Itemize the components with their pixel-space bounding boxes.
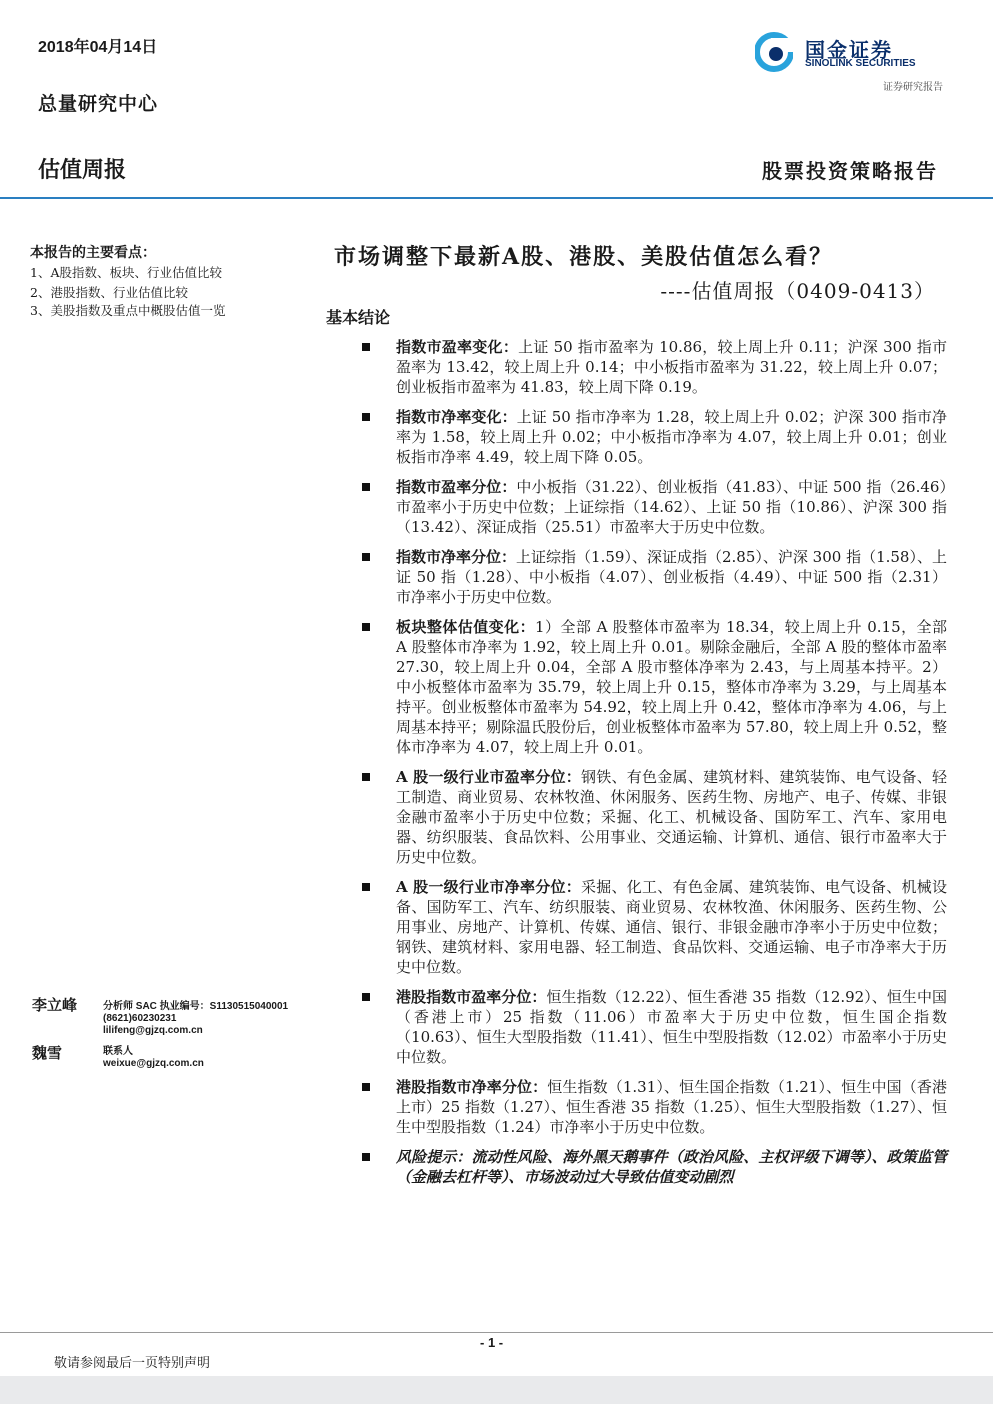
conclusion-item xyxy=(362,767,947,867)
author-name: 李立峰 xyxy=(32,996,78,1014)
conclusion-item xyxy=(362,987,947,1067)
item-head: 指数市净率分位： xyxy=(396,548,517,566)
logo-mark-icon xyxy=(755,32,793,72)
item-head: 港股指数市盈率分位： xyxy=(396,988,547,1006)
risk-head: 风险提示： xyxy=(396,1148,472,1166)
report-type: 估值周报 xyxy=(38,158,127,183)
bullet-square-icon xyxy=(362,553,370,561)
report-category: 股票投资策略报告 xyxy=(762,159,938,183)
header-divider xyxy=(0,197,993,199)
author-info xyxy=(103,1001,288,1037)
main-title: 市场调整下最新A股、港股、美股估值怎么看？ xyxy=(334,244,834,270)
item-text: 上证 50 指市净率为 1.28，较上周上升 0.02；沪深 300 指市净率为 1.58，较上周上升 0.02；中小板指市净率为 4.07，较上周上升 0.01；创业板指市净率 4.49，较上周下降 0.05。 xyxy=(396,408,947,466)
bullet-square-icon xyxy=(362,343,370,351)
risk-text: 流动性风险、海外黑天鹅事件（政治风险、主权评级下调等）、政策监管（金融去杠杆等）、市场波动过大导致估值变动剧烈 xyxy=(396,1148,947,1186)
logo-text-cn: 国金证券 xyxy=(805,38,893,62)
item-text: 1）全部 A 股整体市盈率为 18.34，较上周上升 0.15，全部 A 股整体市净率为 1.92，较上周上升 0.01。剔除金融后，全部 A 股的整体市盈率 27.30，较上周上升 0.04，全部 A 股市整体净率为 2.43，与上周基本持平。2）中小板整体市盈率为 35.79，较上周上升 0.15，整体市净率为 3.29，与上周基本持平。创业板整体市盈率为 54.92，较上周上升 0.42，整体市净率为 4.06，与上周基本持平；剔除温氏股份后，创业板整体市盈率为 57.80，较上周上升 0.52，整体市净率为 4.07，较上周上升 0.01。 xyxy=(396,618,947,756)
logo-text-en: SINOLINK SECURITIES xyxy=(805,58,916,69)
conclusion-item xyxy=(362,407,947,467)
item-text: 恒生指数（12.22）、恒生香港 35 指数（12.92）、恒生中国（香港上市）25 指数（11.06）市盈率大于历史中位数，恒生国企指数（10.63）、恒生大型股指数（11.41）、恒生中型股指数（12.02）市盈率小于历史中位数。 xyxy=(396,988,947,1066)
page-number: - 1 - xyxy=(480,1335,504,1350)
disclaimer-note: 敬请参阅最后一页特别声明 xyxy=(54,1356,211,1371)
item-head: 指数市盈率分位： xyxy=(396,478,517,496)
section-heading: 基本结论 xyxy=(326,308,391,327)
item-head: 指数市净率变化： xyxy=(396,408,517,426)
conclusion-item xyxy=(362,477,947,537)
report-date: 2018年04月14日 xyxy=(38,39,158,56)
conclusion-item xyxy=(362,337,947,397)
item-text: 上证综指（1.59）、深证成指（2.85）、沪深 300 指（1.58）、上证 50 指（1.28）、中小板指（4.07）、创业板指（4.49）、中证 500 指（2.31）市净率小于历史中位数。 xyxy=(396,548,947,606)
bullet-square-icon xyxy=(362,413,370,421)
bullet-square-icon xyxy=(362,623,370,631)
highlight-item: 1、A股指数、板块、行业估值比较 xyxy=(30,265,222,280)
author-email[interactable]: lilifeng@gjzq.com.cn xyxy=(103,1025,203,1036)
item-head: 板块整体估值变化： xyxy=(396,618,536,636)
conclusion-item xyxy=(362,617,947,757)
bullet-square-icon xyxy=(362,993,370,1001)
item-text: 上证 50 指市盈率为 10.86，较上周上升 0.11；沪深 300 指市盈率为 13.42，较上周上升 0.14；中小板指市盈率为 31.22，较上周上升 0.07；创业板指市盈率为 41.83，较上周下降 0.19。 xyxy=(396,338,947,396)
footer-divider xyxy=(0,1332,993,1333)
conclusion-item xyxy=(362,877,947,977)
item-head: A 股一级行业市净率分位： xyxy=(396,878,581,896)
item-text: 中小板指（31.22）、创业板指（41.83）、中证 500 指（26.46）市盈率小于历史中位数；上证综指（14.62）、上证 50 指（10.86）、沪深 300 指（13.42）、深证成指（25.51）市盈率大于历史中位数。 xyxy=(396,478,947,536)
bullet-square-icon xyxy=(362,1153,370,1161)
highlight-item: 3、美股指数及重点中概股估值一览 xyxy=(30,303,226,318)
author-email[interactable]: weixue@gjzq.com.cn xyxy=(103,1058,204,1069)
author-name: 魏雪 xyxy=(32,1044,63,1062)
item-head: A 股一级行业市盈率分位： xyxy=(396,768,581,786)
bullet-square-icon xyxy=(362,883,370,891)
highlight-item: 2、港股指数、行业估值比较 xyxy=(30,285,188,300)
bullet-square-icon xyxy=(362,483,370,491)
conclusion-item xyxy=(362,547,947,607)
author-phone: (8621)60230231 xyxy=(103,1013,177,1024)
item-text: 恒生指数（1.31）、恒生国企指数（1.21）、恒生中国（香港上市）25 指数（1.27）、恒生香港 35 指数（1.25）、恒生大型股指数（1.27）、恒生中型股指数（1.24）市净率小于历史中位数。 xyxy=(396,1078,947,1136)
bullet-square-icon xyxy=(362,1083,370,1091)
conclusions-list xyxy=(362,337,947,1197)
author-credential: 分析师 SAC 执业编号：S1130515040001 xyxy=(103,1001,289,1012)
highlights-heading: 本报告的主要看点： xyxy=(30,245,156,261)
item-text: 采掘、化工、有色金属、建筑装饰、电气设备、机械设备、国防军工、汽车、纺织服装、商业贸易、农林牧渔、休闲服务、医药生物、公用事业、房地产、计算机、传媒、通信、银行、非银金融市净率小于历史中位数；钢铁、建筑材料、家用电器、轻工制造、食品饮料、交通运输、电子市净率大于历史中位数。 xyxy=(396,878,947,976)
author-info xyxy=(103,1046,204,1070)
bullet-square-icon xyxy=(362,773,370,781)
item-head: 港股指数市净率分位： xyxy=(396,1078,548,1096)
report-label: 证券研究报告 xyxy=(883,82,943,93)
conclusion-item xyxy=(362,1077,947,1137)
item-text: 钢铁、有色金属、建筑材料、建筑装饰、电气设备、轻工制造、商业贸易、农林牧渔、休闲服务、医药生物、房地产、电子、传媒、非银金融市盈率小于历史中位数；采掘、化工、机械设备、国防军工、汽车、家用电器、纺织服装、食品饮料、公用事业、交通运输、计算机、通信、银行市盈率大于历史中位数。 xyxy=(396,768,947,866)
main-subtitle: ----估值周报（0409-0413） xyxy=(660,279,935,303)
company-logo xyxy=(755,32,947,72)
item-head: 指数市盈率变化： xyxy=(396,338,519,356)
bottom-band xyxy=(0,1376,993,1404)
research-center: 总量研究中心 xyxy=(38,93,159,115)
author-role: 联系人 xyxy=(103,1046,133,1057)
risk-warning xyxy=(362,1147,947,1187)
